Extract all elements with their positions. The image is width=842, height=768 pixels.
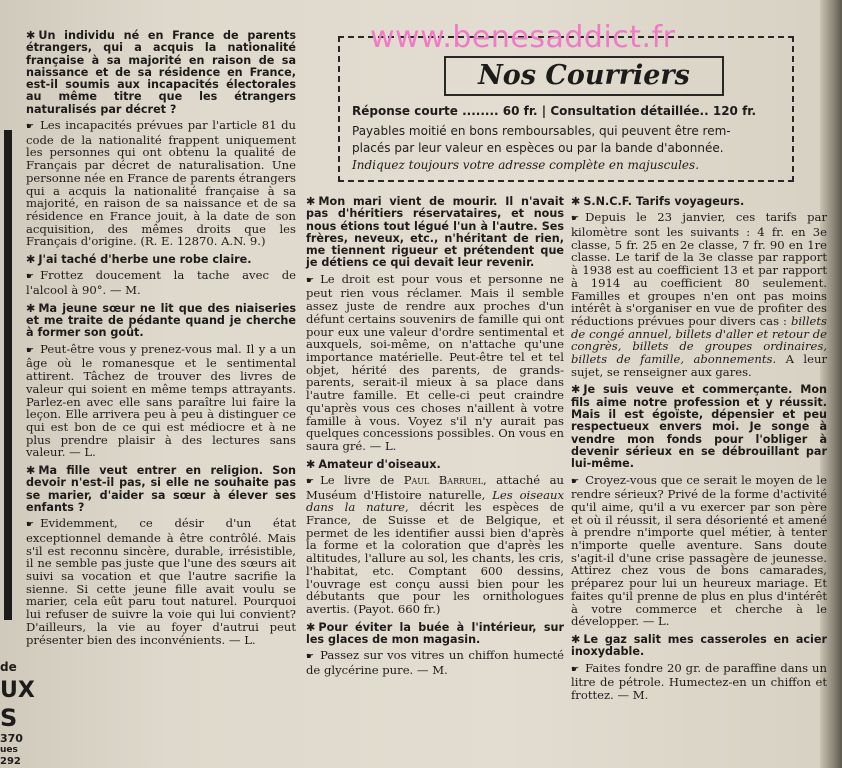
answer-religion: ☛ Evidemment, ce désir d'un état exceptionnel demande à être contrôlé. Mais s'il est reconnu sincère, durable, irrésistible, il ne semble pas juste que l'une des sœurs ait suivi sa vocation et que l'autre sacrifie la sienne. Si cette jeune fille avait voulu se marier, cela eût paru tout naturel. Pourquoi lui refuser de suivre la voie qui lui convient? D'ailleurs, la vie au foyer d'autrui peut présenter bien des inconvénients. — L. — [26, 516, 296, 647]
answer-fog: ☛ Passez sur vos vitres un chiffon humecté de glycérine pure. — M. — [306, 648, 564, 677]
book-title: Les oiseaux dans la nature — [306, 487, 564, 515]
answer-birds: ☛ Le livre de Paul Barruel, attaché au Muséum d'Histoire naturelle, Les oiseaux dans la nature, décrit les espèces de France, de Suisse et de Belgique, et permet de les identifier aussi bien d'après la forme et la coloration que d'après les altitudes, l'allure au sol, les chants, les cris, l'habitat, etc. Comptant 600 dessins, l'ouvrage est conçu aussi bien pour les débutants que pour les ornithologues avertis. (Payot. 660 fr.) — [306, 472, 564, 616]
answer-nationality: ☛ Les incapacités prévues par l'article 81 du code de la nationalité frappent uniquement les personnes qui ont obtenu la qualité de Français par décret de naturalisation. Une personne née en France de parents étrangers qui a acquis la nationalité française à sa majorité, en raison de sa naissance et de sa résidence en France jouit, à la date de son acquisition, des mêmes droits que les Français d'origine. (R. E. 12870. A.N. 9.) — [26, 118, 296, 249]
fragment-3: S — [0, 704, 18, 732]
question-fog: ✱ Pour éviter la buée à l'intérieur, sur les glaces de mon magasin. — [306, 620, 564, 646]
pointing-hand-icon: ☛ — [571, 476, 580, 487]
question-birds: ✱ Amateur d'oiseaux. — [306, 457, 441, 471]
fragment-2: UX — [0, 678, 35, 703]
star-icon: ✱ — [306, 457, 316, 471]
payment-line-1: Payables moitié en bons remboursables, qui peuvent être rem- — [352, 124, 731, 138]
pointing-hand-icon: ☛ — [26, 272, 35, 283]
pointing-hand-icon: ☛ — [571, 664, 580, 675]
question-husband-death: ✱ Mon mari vient de mourir. Il n'avait pas d'héritiers réservataires, et nous nous étions tout légué l'un à l'autre. Ses frères, neveux, etc., n'héritant de rien, me tiennent rigueur et prétendent que je détiens ce qui devait leur revenir. — [306, 195, 564, 270]
pointing-hand-icon: ☛ — [306, 652, 315, 663]
answer-young-sister: ☛ Peut-être vous y prenez-vous mal. Il y a un âge où le romanesque et le sentimental attirent. Tâchez de trouver des livres de valeur qui soient en même temps attrayants. Parlez-en avec elle sans paraître lui faire la leçon. Elle arrivera peu à peu à distinguer ce qui est bon de ce qui est médiocre et à ne plus prendre plaisir à des lectures sans valeur. — L. — [26, 341, 296, 460]
question-widow: ✱ Je suis veuve et commerçante. Mon fils aime notre profession et y réussit. Mais il est égoïste, dépensier et peu respectueux envers moi. Je songe à vendre mon fonds pour l'obliger à devenir sérieux en se débrouillant par lui-même. — [571, 383, 827, 471]
star-icon: ✱ — [571, 383, 581, 397]
author-name: Paul Barruel — [403, 472, 484, 487]
question-grass-stain: ✱ J'ai taché d'herbe une robe claire. — [26, 253, 252, 267]
question-gas: ✱ Le gaz salit mes casseroles en acier inoxydable. — [571, 632, 827, 659]
answer-gas: ☛ Faites fondre 20 gr. de paraffine dans un litre de pétrole. Humectez-en un chiffon et frottez. — M. — [571, 660, 827, 702]
star-icon: ✱ — [26, 301, 36, 315]
courriers-title: Nos Courriers — [444, 56, 724, 96]
answer-sncf: ☛ Depuis le 23 janvier, ces tarifs par kilomètre sont les suivants : 4 fr. en 3e classe, 5 fr. 25 en 2e classe, 7 fr. 90 en 1re classe. Le tarif de la 3e classe par rapport à 1938 est au coefficient 13 et par rapport à 1914 au coefficient 80 seulement. Familles et groupes n'en ont pas moins intérêt à s'organiser en vue de profiter des réductions prévues pour divers cas : billets de congé annuel, billets d'aller et retour de congrès, billets de groupes ordinaires, billets de famille, abonnements. A leur sujet, se renseigner aux gares. — [571, 210, 827, 379]
pointing-hand-icon: ☛ — [571, 214, 580, 225]
star-icon: ✱ — [306, 195, 316, 208]
address-instruction: Indiquez toujours votre adresse complète en majuscules. — [352, 158, 700, 172]
fragment-4: 370 — [0, 732, 23, 745]
star-icon: ✱ — [306, 620, 316, 634]
fragment-5: ues — [0, 745, 18, 755]
star-icon: ✱ — [571, 632, 581, 646]
column-right — [571, 196, 827, 708]
pricing-line: Réponse courte ........ 60 fr. | Consultation détaillée.. 120 fr. — [352, 104, 757, 118]
left-margin-fragments — [0, 0, 35, 768]
answer-widow: ☛ Croyez-vous que ce serait le moyen de le rendre sérieux? Privé de la forme d'activité qu'il aime, qu'il a vu exercer par son père et où il réussit, il sera désorienté et amené à prendre n'importe quel métier, à tenter n'importe quelle aventure. Sans doute s'agit-il d'une crise passagère de jeunesse. Attirez chez vous de bons camarades, préparez pour lui un heureux mariage. Et faites qu'il prenne de plus en plus d'intérêt à votre commerce et cherche à le développer. — L. — [571, 472, 827, 629]
payment-line-2: placés par leur valeur en espèces ou par la bande d'abonnée. — [352, 141, 724, 155]
star-icon: ✱ — [571, 195, 581, 208]
star-icon: ✱ — [26, 253, 36, 267]
pointing-hand-icon: ☛ — [26, 345, 35, 356]
column-left — [26, 30, 296, 652]
answer-grass-stain: ☛ Frottez doucement la tache avec de l'alcool à 90°. — M. — [26, 268, 296, 298]
question-religion: ✱ Ma fille veut entrer en religion. Son devoir n'est-il pas, si elle ne souhaite pas se marier, d'aider sa sœur à élever ses enfants ? — [26, 464, 296, 514]
fragment-6: 292 — [0, 756, 21, 767]
pointing-hand-icon: ☛ — [306, 476, 315, 487]
star-icon: ✱ — [26, 29, 36, 42]
question-nationality: ✱ Un individu né en France de parents étrangers, qui a acquis la nationalité française à sa majorité en raison de sa naissance et de sa résidence en France, est-il soumis aux incapacités électorales au même titre que les étrangers naturalisés par décret ? — [26, 29, 296, 116]
fragment-1: de — [0, 660, 17, 674]
question-sncf: ✱ S.N.C.F. Tarifs voyageurs. — [571, 195, 745, 208]
star-icon: ✱ — [26, 464, 36, 478]
answer-husband-death: ☛ Le droit est pour vous et personne ne peut rien vous réclamer. Mais il semble assez juste de rendre aux proches d'un défunt certains souvenirs de famille qui ont pour eux une valeur d'ordre sentimental et auxquels, soi-même, on n'attache qu'une importance matérielle. Peut-être tel et tel objet, hérité des parents, de grands-parents, serait-il mieux à sa place dans l'autre famille. Et celle-ci peut craindre qu'après vous ces choses n'aillent à votre famille à vous. Voyez s'il n'y aurait pas quelques concessions possibles. On vous en saura gré. — L. — [306, 271, 564, 453]
pointing-hand-icon: ☛ — [26, 520, 35, 531]
pointing-hand-icon: ☛ — [306, 275, 315, 286]
question-young-sister: ✱ Ma jeune sœur ne lit que des niaiseries et me traite de pédante quand je cherche à former son goût. — [26, 301, 296, 340]
website-watermark: www.benesaddict.fr — [370, 20, 676, 55]
pointing-hand-icon: ☛ — [26, 122, 35, 133]
column-middle — [306, 196, 564, 683]
left-border-rule — [4, 130, 12, 620]
